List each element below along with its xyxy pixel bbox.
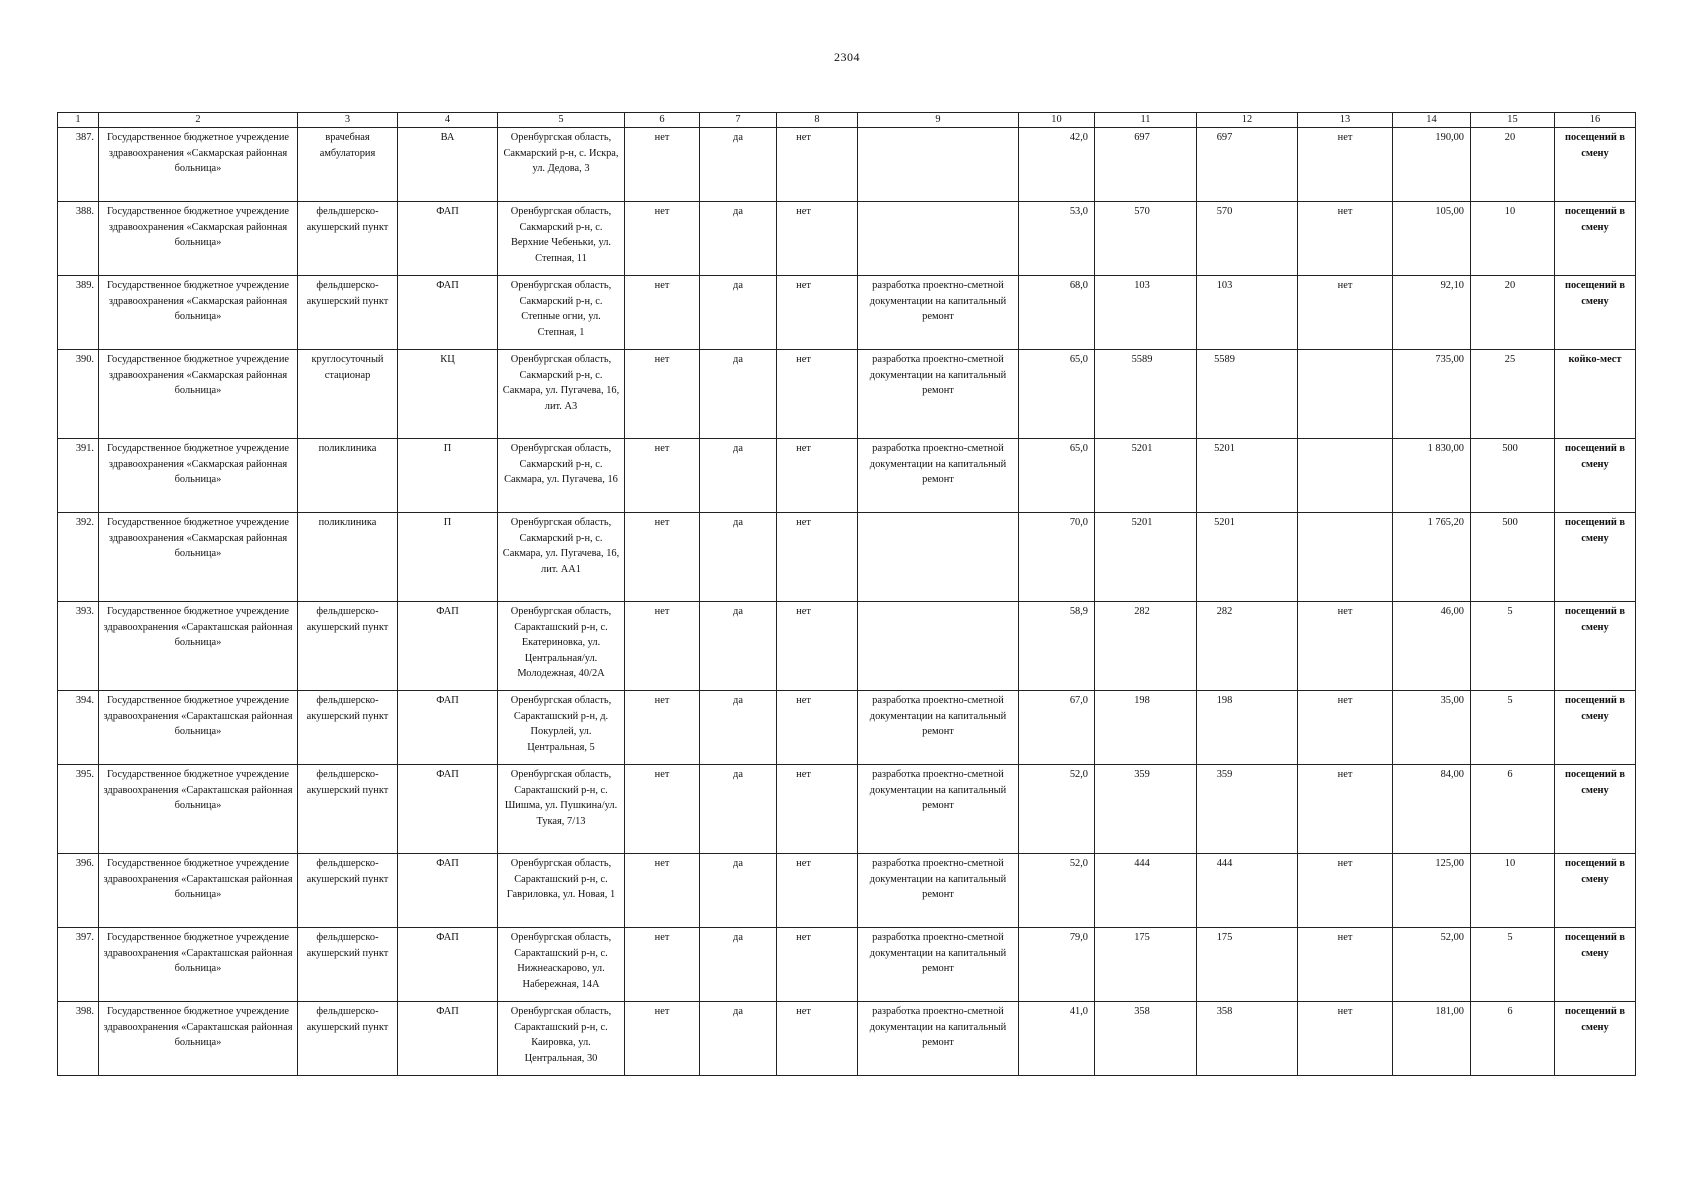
page-number: 2304 bbox=[834, 50, 860, 64]
col-13-value bbox=[1298, 350, 1393, 439]
register-body bbox=[58, 128, 1636, 1076]
col-7-value: да bbox=[700, 1002, 777, 1076]
area-value: 70,0 bbox=[1019, 513, 1095, 602]
column-header: 2 bbox=[99, 113, 298, 128]
facility-address: Оренбургская область, Саракташский р-н, с. Екатериновка, ул. Центральная/ул. Молодежная, 40/2А bbox=[498, 602, 625, 691]
col-13-value: нет bbox=[1298, 854, 1393, 928]
capacity-unit: посещений в смену bbox=[1555, 691, 1636, 765]
planned-works: разработка проектно-сметной документации на капитальный ремонт bbox=[858, 765, 1019, 854]
col-14-value: 84,00 bbox=[1393, 765, 1471, 854]
col-12-value: 697 bbox=[1197, 128, 1298, 202]
facility-code: ФАП bbox=[398, 276, 498, 350]
col-14-value: 105,00 bbox=[1393, 202, 1471, 276]
column-header: 8 bbox=[777, 113, 858, 128]
facility-address: Оренбургская область, Саракташский р-н, с. Шишма, ул. Пушкина/ул. Тукая, 7/13 bbox=[498, 765, 625, 854]
col-11-value: 358 bbox=[1095, 1002, 1197, 1076]
column-number-row bbox=[58, 113, 1636, 128]
facility-code: ФАП bbox=[398, 1002, 498, 1076]
capacity-unit: посещений в смену bbox=[1555, 513, 1636, 602]
col-6-value: нет bbox=[625, 439, 700, 513]
column-header: 10 bbox=[1019, 113, 1095, 128]
capacity-unit: посещений в смену bbox=[1555, 439, 1636, 513]
col-13-value: нет bbox=[1298, 765, 1393, 854]
col-14-value: 35,00 bbox=[1393, 691, 1471, 765]
area-value: 53,0 bbox=[1019, 202, 1095, 276]
facility-type: фельдшерско-акушерский пункт bbox=[298, 602, 398, 691]
table-row bbox=[58, 128, 1636, 202]
col-6-value: нет bbox=[625, 1002, 700, 1076]
row-number: 394. bbox=[58, 691, 99, 765]
col-14-value: 1 765,20 bbox=[1393, 513, 1471, 602]
facility-type: фельдшерско-акушерский пункт bbox=[298, 276, 398, 350]
area-value: 65,0 bbox=[1019, 350, 1095, 439]
facility-code: ФАП bbox=[398, 691, 498, 765]
col-13-value: нет bbox=[1298, 202, 1393, 276]
col-13-value: нет bbox=[1298, 128, 1393, 202]
col-7-value: да bbox=[700, 691, 777, 765]
planned-works: разработка проектно-сметной документации на капитальный ремонт bbox=[858, 691, 1019, 765]
col-11-value: 444 bbox=[1095, 854, 1197, 928]
col-12-value: 198 bbox=[1197, 691, 1298, 765]
col-14-value: 92,10 bbox=[1393, 276, 1471, 350]
facility-address: Оренбургская область, Сакмарский р-н, с. Степные огни, ул. Степная, 1 bbox=[498, 276, 625, 350]
col-6-value: нет bbox=[625, 513, 700, 602]
capacity-unit: посещений в смену bbox=[1555, 602, 1636, 691]
facility-code: ФАП bbox=[398, 602, 498, 691]
planned-works: разработка проектно-сметной документации на капитальный ремонт bbox=[858, 928, 1019, 1002]
area-value: 52,0 bbox=[1019, 765, 1095, 854]
organization-name: Государственное бюджетное учреждение здравоохранения «Сакмарская районная больница» bbox=[99, 202, 298, 276]
col-6-value: нет bbox=[625, 691, 700, 765]
area-value: 41,0 bbox=[1019, 1002, 1095, 1076]
col-12-value: 282 bbox=[1197, 602, 1298, 691]
organization-name: Государственное бюджетное учреждение здравоохранения «Саракташская районная больница» bbox=[99, 854, 298, 928]
col-15-value: 500 bbox=[1471, 439, 1555, 513]
row-number: 397. bbox=[58, 928, 99, 1002]
col-15-value: 5 bbox=[1471, 691, 1555, 765]
planned-works bbox=[858, 128, 1019, 202]
facility-address: Оренбургская область, Саракташский р-н, д. Покурлей, ул. Центральная, 5 bbox=[498, 691, 625, 765]
column-header: 6 bbox=[625, 113, 700, 128]
row-number: 389. bbox=[58, 276, 99, 350]
col-6-value: нет bbox=[625, 765, 700, 854]
col-12-value: 570 bbox=[1197, 202, 1298, 276]
capacity-unit: посещений в смену bbox=[1555, 765, 1636, 854]
col-14-value: 735,00 bbox=[1393, 350, 1471, 439]
col-8-value: нет bbox=[777, 276, 858, 350]
col-15-value: 10 bbox=[1471, 854, 1555, 928]
col-8-value: нет bbox=[777, 1002, 858, 1076]
col-7-value: да bbox=[700, 276, 777, 350]
facility-address: Оренбургская область, Сакмарский р-н, с. Сакмара, ул. Пугачева, 16 bbox=[498, 439, 625, 513]
col-12-value: 175 bbox=[1197, 928, 1298, 1002]
col-8-value: нет bbox=[777, 691, 858, 765]
organization-name: Государственное бюджетное учреждение здравоохранения «Сакмарская районная больница» bbox=[99, 276, 298, 350]
col-8-value: нет bbox=[777, 350, 858, 439]
capacity-unit: посещений в смену bbox=[1555, 276, 1636, 350]
col-15-value: 20 bbox=[1471, 276, 1555, 350]
table-row bbox=[58, 276, 1636, 350]
col-7-value: да bbox=[700, 928, 777, 1002]
col-11-value: 175 bbox=[1095, 928, 1197, 1002]
col-11-value: 570 bbox=[1095, 202, 1197, 276]
facility-register-table bbox=[57, 112, 1636, 1076]
column-header: 13 bbox=[1298, 113, 1393, 128]
col-13-value: нет bbox=[1298, 1002, 1393, 1076]
col-12-value: 359 bbox=[1197, 765, 1298, 854]
organization-name: Государственное бюджетное учреждение здравоохранения «Саракташская районная больница» bbox=[99, 691, 298, 765]
column-header: 9 bbox=[858, 113, 1019, 128]
col-8-value: нет bbox=[777, 513, 858, 602]
table-row bbox=[58, 602, 1636, 691]
col-7-value: да bbox=[700, 350, 777, 439]
column-header: 15 bbox=[1471, 113, 1555, 128]
facility-code: ВА bbox=[398, 128, 498, 202]
col-13-value: нет bbox=[1298, 928, 1393, 1002]
area-value: 68,0 bbox=[1019, 276, 1095, 350]
table-row bbox=[58, 202, 1636, 276]
col-7-value: да bbox=[700, 765, 777, 854]
column-header: 3 bbox=[298, 113, 398, 128]
col-7-value: да bbox=[700, 128, 777, 202]
col-11-value: 5589 bbox=[1095, 350, 1197, 439]
column-header: 14 bbox=[1393, 113, 1471, 128]
area-value: 42,0 bbox=[1019, 128, 1095, 202]
facility-code: П bbox=[398, 439, 498, 513]
col-14-value: 181,00 bbox=[1393, 1002, 1471, 1076]
area-value: 65,0 bbox=[1019, 439, 1095, 513]
col-7-value: да bbox=[700, 513, 777, 602]
col-15-value: 25 bbox=[1471, 350, 1555, 439]
col-12-value: 358 bbox=[1197, 1002, 1298, 1076]
facility-code: ФАП bbox=[398, 854, 498, 928]
planned-works bbox=[858, 513, 1019, 602]
row-number: 395. bbox=[58, 765, 99, 854]
row-number: 398. bbox=[58, 1002, 99, 1076]
column-header: 1 bbox=[58, 113, 99, 128]
col-7-value: да bbox=[700, 854, 777, 928]
col-14-value: 1 830,00 bbox=[1393, 439, 1471, 513]
planned-works: разработка проектно-сметной документации на капитальный ремонт bbox=[858, 350, 1019, 439]
col-8-value: нет bbox=[777, 602, 858, 691]
organization-name: Государственное бюджетное учреждение здравоохранения «Сакмарская районная больница» bbox=[99, 513, 298, 602]
col-6-value: нет bbox=[625, 602, 700, 691]
col-11-value: 5201 bbox=[1095, 439, 1197, 513]
facility-address: Оренбургская область, Саракташский р-н, с. Каировка, ул. Центральная, 30 bbox=[498, 1002, 625, 1076]
column-header: 5 bbox=[498, 113, 625, 128]
col-6-value: нет bbox=[625, 854, 700, 928]
column-header: 4 bbox=[398, 113, 498, 128]
row-number: 387. bbox=[58, 128, 99, 202]
organization-name: Государственное бюджетное учреждение здравоохранения «Сакмарская районная больница» bbox=[99, 439, 298, 513]
col-6-value: нет bbox=[625, 350, 700, 439]
facility-type: фельдшерско-акушерский пункт bbox=[298, 202, 398, 276]
row-number: 392. bbox=[58, 513, 99, 602]
col-14-value: 190,00 bbox=[1393, 128, 1471, 202]
col-8-value: нет bbox=[777, 128, 858, 202]
area-value: 52,0 bbox=[1019, 854, 1095, 928]
row-number: 391. bbox=[58, 439, 99, 513]
col-12-value: 444 bbox=[1197, 854, 1298, 928]
column-header: 16 bbox=[1555, 113, 1636, 128]
row-number: 390. bbox=[58, 350, 99, 439]
facility-type: фельдшерско-акушерский пункт bbox=[298, 854, 398, 928]
organization-name: Государственное бюджетное учреждение здравоохранения «Сакмарская районная больница» bbox=[99, 350, 298, 439]
col-15-value: 10 bbox=[1471, 202, 1555, 276]
col-6-value: нет bbox=[625, 928, 700, 1002]
facility-address: Оренбургская область, Саракташский р-н, с. Нижнеаскарово, ул. Набережная, 14А bbox=[498, 928, 625, 1002]
capacity-unit: койко-мест bbox=[1555, 350, 1636, 439]
col-15-value: 500 bbox=[1471, 513, 1555, 602]
col-8-value: нет bbox=[777, 439, 858, 513]
column-header: 12 bbox=[1197, 113, 1298, 128]
col-11-value: 697 bbox=[1095, 128, 1197, 202]
organization-name: Государственное бюджетное учреждение здравоохранения «Саракташская районная больница» bbox=[99, 1002, 298, 1076]
facility-type: круглосуточный стационар bbox=[298, 350, 398, 439]
facility-code: ФАП bbox=[398, 202, 498, 276]
table-row bbox=[58, 513, 1636, 602]
planned-works: разработка проектно-сметной документации на капитальный ремонт bbox=[858, 854, 1019, 928]
facility-address: Оренбургская область, Саракташский р-н, с. Гавриловка, ул. Новая, 1 bbox=[498, 854, 625, 928]
planned-works: разработка проектно-сметной документации на капитальный ремонт bbox=[858, 276, 1019, 350]
row-number: 396. bbox=[58, 854, 99, 928]
col-15-value: 6 bbox=[1471, 1002, 1555, 1076]
capacity-unit: посещений в смену bbox=[1555, 1002, 1636, 1076]
facility-address: Оренбургская область, Сакмарский р-н, с. Верхние Чебеньки, ул. Степная, 11 bbox=[498, 202, 625, 276]
planned-works bbox=[858, 602, 1019, 691]
facility-code: ФАП bbox=[398, 928, 498, 1002]
col-12-value: 5201 bbox=[1197, 513, 1298, 602]
facility-type: фельдшерско-акушерский пункт bbox=[298, 765, 398, 854]
col-15-value: 5 bbox=[1471, 602, 1555, 691]
facility-address: Оренбургская область, Сакмарский р-н, с. Сакмара, ул. Пугачева, 16, лит. А3 bbox=[498, 350, 625, 439]
table-row bbox=[58, 691, 1636, 765]
col-7-value: да bbox=[700, 602, 777, 691]
area-value: 79,0 bbox=[1019, 928, 1095, 1002]
capacity-unit: посещений в смену bbox=[1555, 928, 1636, 1002]
col-12-value: 103 bbox=[1197, 276, 1298, 350]
planned-works: разработка проектно-сметной документации на капитальный ремонт bbox=[858, 1002, 1019, 1076]
col-13-value: нет bbox=[1298, 691, 1393, 765]
capacity-unit: посещений в смену bbox=[1555, 202, 1636, 276]
col-11-value: 359 bbox=[1095, 765, 1197, 854]
col-11-value: 103 bbox=[1095, 276, 1197, 350]
col-8-value: нет bbox=[777, 928, 858, 1002]
column-header: 11 bbox=[1095, 113, 1197, 128]
facility-address: Оренбургская область, Сакмарский р-н, с. Сакмара, ул. Пугачева, 16, лит. АА1 bbox=[498, 513, 625, 602]
facility-type: поликлиника bbox=[298, 513, 398, 602]
organization-name: Государственное бюджетное учреждение здравоохранения «Саракташская районная больница» bbox=[99, 765, 298, 854]
col-11-value: 282 bbox=[1095, 602, 1197, 691]
facility-type: врачебная амбулатория bbox=[298, 128, 398, 202]
table-row bbox=[58, 765, 1636, 854]
col-11-value: 198 bbox=[1095, 691, 1197, 765]
table-row bbox=[58, 1002, 1636, 1076]
facility-code: ФАП bbox=[398, 765, 498, 854]
col-8-value: нет bbox=[777, 765, 858, 854]
organization-name: Государственное бюджетное учреждение здравоохранения «Саракташская районная больница» bbox=[99, 602, 298, 691]
table-row bbox=[58, 439, 1636, 513]
col-6-value: нет bbox=[625, 128, 700, 202]
col-15-value: 20 bbox=[1471, 128, 1555, 202]
table-row bbox=[58, 928, 1636, 1002]
organization-name: Государственное бюджетное учреждение здравоохранения «Саракташская районная больница» bbox=[99, 928, 298, 1002]
col-8-value: нет bbox=[777, 202, 858, 276]
col-14-value: 52,00 bbox=[1393, 928, 1471, 1002]
col-13-value: нет bbox=[1298, 276, 1393, 350]
planned-works bbox=[858, 202, 1019, 276]
planned-works: разработка проектно-сметной документации на капитальный ремонт bbox=[858, 439, 1019, 513]
facility-type: поликлиника bbox=[298, 439, 398, 513]
facility-address: Оренбургская область, Сакмарский р-н, с. Искра, ул. Дедова, 3 bbox=[498, 128, 625, 202]
col-7-value: да bbox=[700, 439, 777, 513]
col-7-value: да bbox=[700, 202, 777, 276]
capacity-unit: посещений в смену bbox=[1555, 854, 1636, 928]
row-number: 393. bbox=[58, 602, 99, 691]
facility-type: фельдшерско-акушерский пункт bbox=[298, 928, 398, 1002]
col-13-value bbox=[1298, 439, 1393, 513]
organization-name: Государственное бюджетное учреждение здравоохранения «Сакмарская районная больница» bbox=[99, 128, 298, 202]
col-15-value: 5 bbox=[1471, 928, 1555, 1002]
facility-code: П bbox=[398, 513, 498, 602]
table-row bbox=[58, 350, 1636, 439]
col-11-value: 5201 bbox=[1095, 513, 1197, 602]
col-15-value: 6 bbox=[1471, 765, 1555, 854]
col-13-value bbox=[1298, 513, 1393, 602]
col-13-value: нет bbox=[1298, 602, 1393, 691]
row-number: 388. bbox=[58, 202, 99, 276]
col-14-value: 46,00 bbox=[1393, 602, 1471, 691]
col-12-value: 5589 bbox=[1197, 350, 1298, 439]
capacity-unit: посещений в смену bbox=[1555, 128, 1636, 202]
col-14-value: 125,00 bbox=[1393, 854, 1471, 928]
facility-type: фельдшерско-акушерский пункт bbox=[298, 1002, 398, 1076]
facility-code: КЦ bbox=[398, 350, 498, 439]
col-12-value: 5201 bbox=[1197, 439, 1298, 513]
table-row bbox=[58, 854, 1636, 928]
column-header: 7 bbox=[700, 113, 777, 128]
area-value: 67,0 bbox=[1019, 691, 1095, 765]
area-value: 58,9 bbox=[1019, 602, 1095, 691]
col-6-value: нет bbox=[625, 202, 700, 276]
facility-type: фельдшерско-акушерский пункт bbox=[298, 691, 398, 765]
col-6-value: нет bbox=[625, 276, 700, 350]
col-8-value: нет bbox=[777, 854, 858, 928]
